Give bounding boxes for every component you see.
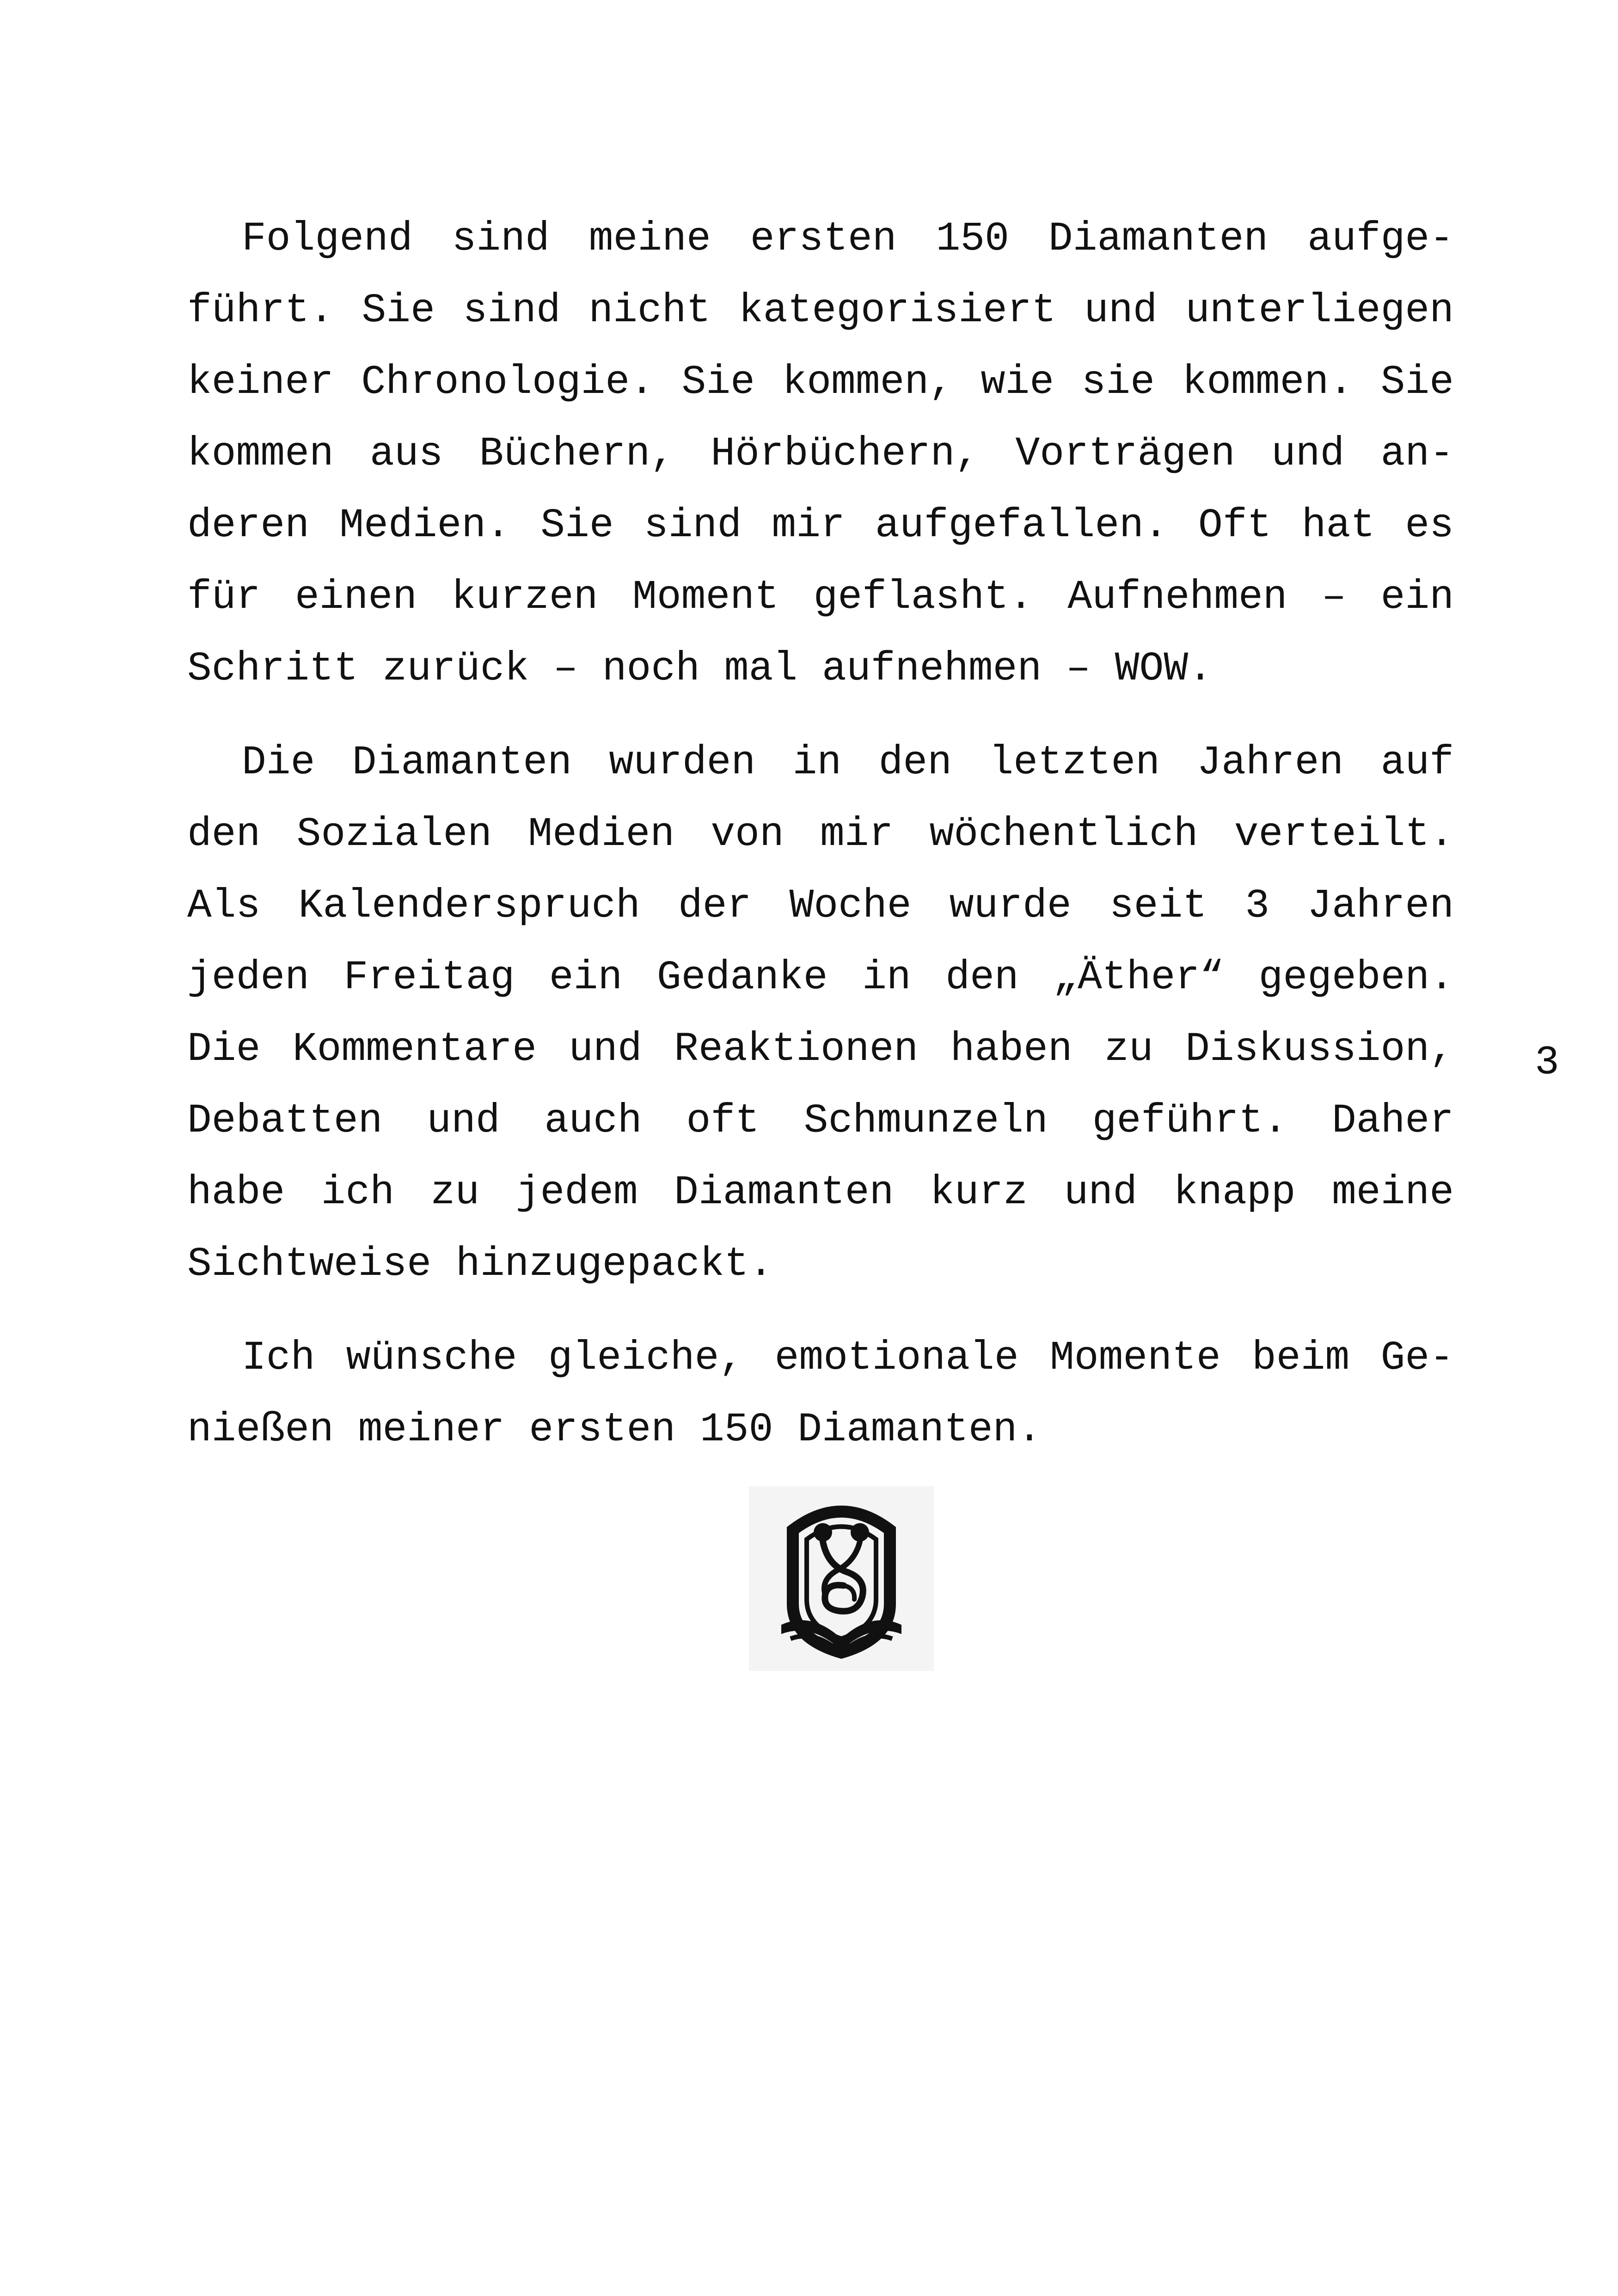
text-line: Als Kalenderspruch der Woche wurde seit 3 Jahren bbox=[187, 883, 1454, 929]
text-line: Folgend sind meine ersten 150 Diamanten aufge- bbox=[242, 216, 1454, 262]
text-line: führt. Sie sind nicht kategorisiert und unterliegen bbox=[187, 288, 1454, 334]
text-line: Die Kommentare und Reaktionen haben zu Diskussion, bbox=[187, 1027, 1454, 1072]
text-line: keiner Chronologie. Sie kommen, wie sie kommen. Sie bbox=[187, 360, 1454, 405]
paragraph-2 bbox=[187, 727, 1454, 1300]
text-line: habe ich zu jedem Diamanten kurz und knapp meine bbox=[187, 1170, 1454, 1216]
body-text bbox=[187, 203, 1454, 1488]
text-line: kommen aus Büchern, Hörbüchern, Vorträgen und an- bbox=[187, 431, 1454, 477]
text-line: Die Diamanten wurden in den letzten Jahren auf bbox=[242, 740, 1454, 786]
text-line: für einen kurzen Moment geflasht. Aufnehmen – ein bbox=[187, 575, 1454, 620]
page-number: 3 bbox=[1535, 1040, 1559, 1086]
text-line: Schritt zurück – noch mal aufnehmen – WOW. bbox=[187, 646, 1213, 692]
paragraph-3 bbox=[187, 1322, 1454, 1466]
text-line: Debatten und auch oft Schmunzeln geführt. Daher bbox=[187, 1098, 1454, 1144]
text-line: den Sozialen Medien von mir wöchentlich verteilt. bbox=[187, 812, 1454, 857]
book-shield-monogram-icon bbox=[749, 1486, 934, 1671]
text-line: Sichtweise hinzugepackt. bbox=[187, 1242, 773, 1287]
text-line: jeden Freitag ein Gedanke in den „Äther“ gegeben. bbox=[187, 955, 1454, 1001]
text-line: nießen meiner ersten 150 Diamanten. bbox=[187, 1407, 1042, 1453]
paragraph-1 bbox=[187, 203, 1454, 705]
text-line: Ich wünsche gleiche, emotionale Momente beim Ge- bbox=[242, 1335, 1454, 1381]
text-line: deren Medien. Sie sind mir aufgefallen. Oft hat es bbox=[187, 503, 1454, 549]
